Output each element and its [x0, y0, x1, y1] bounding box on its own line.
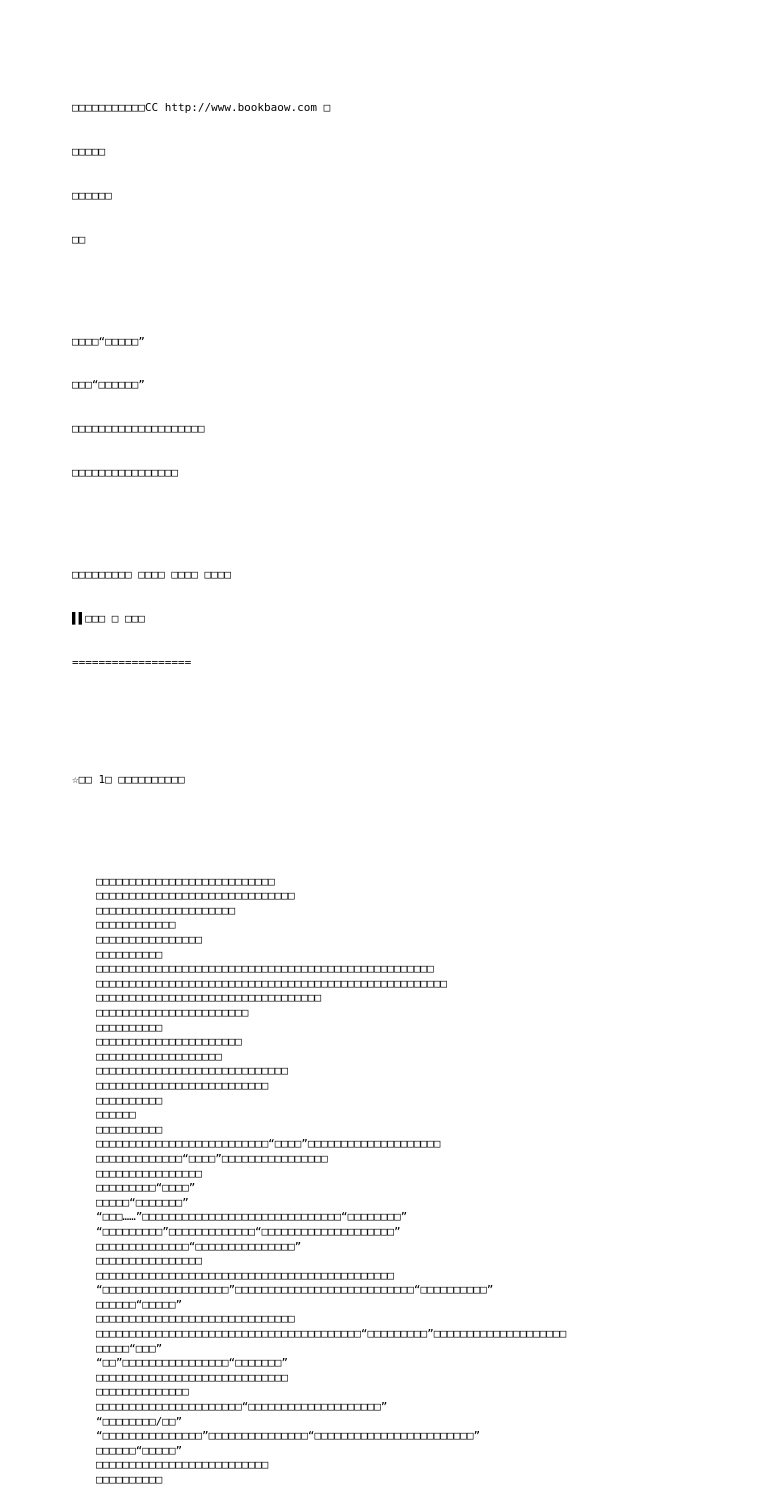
- paragraph-line: □□□□□□□□□□□□□□□□□□□□□□: [96, 1035, 242, 1049]
- paragraph-line: □□□□□□□□□□□□: [96, 918, 176, 932]
- paragraph-list: [72, 875, 712, 1488]
- paragraph-line: □□□□□“□□□”: [96, 1341, 163, 1355]
- paragraph-line: □□□□□□□□□□□□□□□□□□□□□□□□□□□□□□□□□□□□□□□□□□□□□□□□□□□: [96, 962, 434, 976]
- paragraph-line: □□□□□□□□□□□□□□□□□□□□□: [96, 903, 236, 917]
- header-line-2: □□□□□□: [72, 188, 112, 202]
- spacer: [72, 276, 712, 291]
- paragraph-line: □□□□□□□□□□□□□“□□□□”□□□□□□□□□□□□□□□□: [96, 1151, 328, 1165]
- header-line-1: □□□□□: [72, 144, 106, 158]
- intro-line-4: □□□□□□□□□□□□□□□□: [72, 466, 178, 480]
- chapter-title: ☆□□ 1□ □□□□□□□□□□: [72, 772, 185, 786]
- paragraph-line: □□□□□□□□□□: [96, 1473, 163, 1486]
- paragraph-line: □□□□□□□□□□□□□□□□□□□□□□□□□□□□□□□□□□: [96, 991, 322, 1005]
- paragraph-line: □□□□□□□□□□□□□□□□: [96, 1166, 202, 1180]
- paragraph-line: □□□□□□□□□□□□□□□□□□□□□□□□□□□□□: [96, 1370, 289, 1384]
- paragraph-line: “□□□□□□□□/□□”: [96, 1414, 183, 1428]
- paragraph-line: □□□□□□□□□“□□□□”: [96, 1181, 196, 1195]
- paragraph-line: “□□□□□□□□□”□□□□□□□□□□□□□“□□□□□□□□□□□□□□□□□□□□”: [96, 1224, 401, 1238]
- paragraph-line: □□□□□□□□□□□□□□: [96, 1385, 189, 1399]
- paragraph-line: □□□□□□□□□□□□□□□□□□□□□□□□□□□: [96, 874, 275, 888]
- paragraph-line: □□□□□□□□□□: [96, 1122, 163, 1136]
- paragraph-line: “□□”□□□□□□□□□□□□□□□□“□□□□□□□”: [96, 1356, 289, 1370]
- paragraph-line: “□□□……”□□□□□□□□□□□□□□□□□□□□□□□□□□□□□□“□□□□□□□□”: [96, 1210, 408, 1224]
- meta-line-2: ▌▌□□□ □ □□□: [72, 611, 145, 625]
- paragraph-line: □□□□□□□□□□□□□□□□□□□□□□□□□□□□□□□□□□□□□□□□□□□□□□□□□□□□□: [96, 976, 447, 990]
- paragraph-line: □□□□□□□□□□□□□□□□: [96, 1254, 202, 1268]
- paragraph-line: □□□□□□: [96, 1108, 136, 1122]
- paragraph-line: “□□□□□□□□□□□□□□□”□□□□□□□□□□□□□□□“□□□□□□□□□□□□□□□□□□□□□□□□”: [96, 1429, 481, 1443]
- paragraph-line: □□□□□□□□□□□□□□□□□□□□□□□: [96, 1006, 249, 1019]
- paragraph-line: □□□□□□□□□□□□□□□□□□□: [96, 1049, 222, 1063]
- paragraph-line: □□□□□□□□□□: [96, 1020, 163, 1034]
- paragraph-line: □□□□□□□□□□□□□□“□□□□□□□□□□□□□□□”: [96, 1239, 302, 1253]
- paragraph-line: □□□□□□□□□□□□□□□□□□□□□□□□□□: [96, 1078, 269, 1092]
- paragraph-line: □□□□□□□□□□□□□□□□□□□□□□□□□□□□□□: [96, 889, 295, 903]
- intro-line-3: □□□□□□□□□□□□□□□□□□□□: [72, 422, 205, 436]
- paragraph-line: □□□□□□□□□□□□□□□□□□□□□□□□□□□□□□□□□□□□□□□□□□□□□: [96, 1268, 395, 1282]
- paragraph-line: □□□□□□□□□□□□□□□□□□□□□□□□□□□□□□□□□□□□□□□□“□□□□□□□□□”□□□□□□□□□□□□□□□□□□□□: [96, 1327, 567, 1341]
- separator-line: ==================: [72, 655, 192, 669]
- paragraph-line: “□□□□□□□□□□□□□□□□□□□”□□□□□□□□□□□□□□□□□□□□□□□□□□□“□□□□□□□□□□”: [96, 1283, 494, 1297]
- paragraph-line: □□□□□“□□□□□□□”: [96, 1195, 189, 1209]
- paragraph-line: □□□□□□“□□□□□”: [96, 1297, 183, 1311]
- paragraph-line: □□□□□□□□□□□□□□□□□□□□□□□□□□□□□□: [96, 1312, 295, 1326]
- meta-line-1: □□□□□□□□□ □□□□ □□□□ □□□□: [72, 568, 231, 582]
- paragraph-line: □□□□□□□□□□□□□□□□: [96, 933, 202, 947]
- spacer: [72, 816, 712, 831]
- paragraph-line: □□□□□□“□□□□□”: [96, 1443, 183, 1457]
- paragraph-line: □□□□□□□□□□□□□□□□□□□□□□□□□□“□□□□”□□□□□□□□□□□□□□□□□□□□: [96, 1137, 441, 1151]
- spacer: [72, 700, 712, 729]
- paragraph-line: □□□□□□□□□□□□□□□□□□□□□□“□□□□□□□□□□□□□□□□□□□□”: [96, 1400, 388, 1414]
- paragraph-line: □□□□□□□□□□: [96, 1093, 163, 1107]
- intro-line-2: □□□“□□□□□□”: [72, 378, 145, 392]
- document-body: [72, 72, 712, 1502]
- intro-line-1: □□□□“□□□□□”: [72, 334, 145, 348]
- paragraph-line: □□□□□□□□□□: [96, 947, 163, 961]
- paragraph-line: □□□□□□□□□□□□□□□□□□□□□□□□□□□□□: [96, 1064, 289, 1078]
- spacer: [72, 510, 712, 525]
- header-line-3: □□: [72, 232, 86, 246]
- source-line: □□□□□□□□□□□CC http://www.bookbaow.com □: [72, 101, 331, 115]
- paragraph-line: □□□□□□□□□□□□□□□□□□□□□□□□□□: [96, 1458, 269, 1472]
